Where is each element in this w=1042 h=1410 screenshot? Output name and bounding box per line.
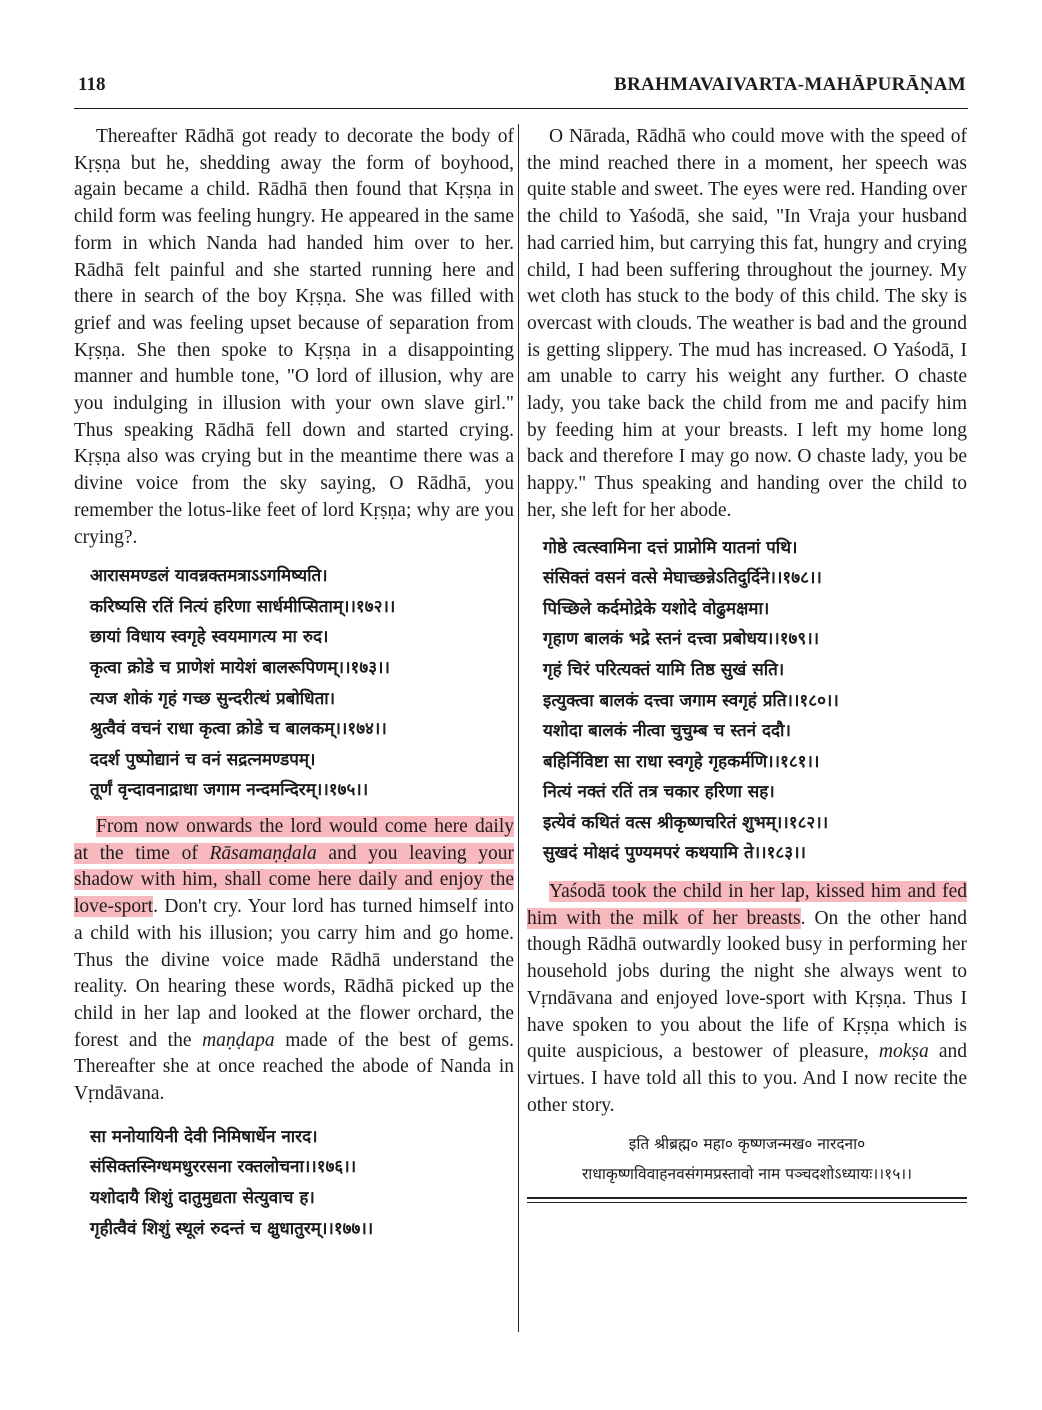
sanskrit-verse-line: कृत्वा क्रोडे च प्राणेशं मायेशं बालरूपिणम्।।१७३।। <box>90 658 390 679</box>
sanskrit-verse-line: इत्युक्त्वा बालकं दत्त्वा जगाम स्वगृहं प्रति।।१८०।। <box>543 690 839 711</box>
page-number: 118 <box>78 74 106 95</box>
sanskrit-verse-line: गृहाण बालकं भद्रे स्तनं दत्त्वा प्रबोधय।।१७९।। <box>543 629 820 650</box>
sanskrit-verse-line: यशोदा बालकं नीत्वा चुचुम्ब च स्तनं ददौ। <box>543 721 791 742</box>
left-paragraph-1: Thereafter Rādhā got ready to decorate the body of Kṛṣṇa but he, shedding away the form of boyhood, again became a child. Rādhā then found that Kṛṣṇa in child form was feeling hungry. He appeared in the same form in which Nanda had handed him over to her. Rādhā felt painful and she started running here and there in search of the boy Kṛṣṇa. She was filled with grief and was feeling upset because of separation from Kṛṣṇa. She then spoke to Kṛṣṇa in a disappointing manner and humble tone, "O lord of illusion, why are you indulging in illusion with your own slave girl." Thus speaking Rādhā fell down and started crying. Kṛṣṇa also was crying but in the meantime there was a divine voice from the sky saying, O Rādhā, you remember the lotus-like feet of lord Kṛṣṇa; why are you crying?. <box>74 126 514 548</box>
chapter-end-rule <box>527 1197 967 1199</box>
colophon-line: इति श्रीब्रह्म० महा० कृष्णजन्मख० नारदना० <box>628 1135 866 1154</box>
chapter-colophon <box>527 1129 967 1189</box>
left-verse-block-2 <box>74 1122 514 1244</box>
running-head: BRAHMAVAIVARTA-MAHĀPURĀṆAM <box>614 74 966 95</box>
column-divider <box>518 124 519 1332</box>
sanskrit-verse-line: छायां विधाय स्वगृहे स्वयमागत्य मा रुद। <box>90 627 329 648</box>
sanskrit-verse-line: सुखदं मोक्षदं पुण्यमपरं कथयामि ते।।१८३।। <box>543 843 806 864</box>
sanskrit-verse-line: सा मनोयायिनी देवी निमिषार्धेन नारद। <box>90 1126 318 1147</box>
sanskrit-verse-line: संसिक्तस्निग्धमधुररसना रक्तलोचना।।१७६।। <box>90 1157 357 1178</box>
sanskrit-verse-line: गोष्ठे त्वत्स्वामिना दत्तं प्राप्नोमि यातनां पथि। <box>543 537 798 558</box>
left-paragraph-2: From now onwards the lord would come here daily at the time of Rāsamaṇḍala and you leaving your shadow with him, shall come here daily and enjoy the love-sport. Don't cry. Your lord has turned himself into a child with his illusion; you carry him and go home. Thus the divine voice made Rādhā understand the reality. On hearing these words, Rādhā picked up the child in her lap and looked at the flower orchard, the forest and the maṇḍapa made of the best of gems. Thereafter she at once reached the abode of Nanda in Vṛndāvana. <box>74 816 514 1105</box>
sanskrit-verse-line: इत्येवं कथितं वत्स श्रीकृष्णचरितं शुभम्।।१८२।। <box>543 812 829 833</box>
sanskrit-verse-line: श्रुत्वैवं वचनं राधा कृत्वा क्रोडे च बालकम्।।१७४।। <box>90 719 387 740</box>
sanskrit-verse-line: पिच्छिले कर्दमोद्रेके यशोदे वोढुमक्षमा। <box>543 598 770 619</box>
sanskrit-verse-line: गृहं चिरं परित्यक्तं यामि तिष्ठ सुखं सति। <box>543 659 785 680</box>
sanskrit-verse-line: तूर्णं वृन्दावनाद्राधा जगाम नन्दमन्दिरम्।।१७५।। <box>90 780 369 801</box>
sanskrit-verse-line: ददर्श पुष्पोद्यानं च वनं सद्रत्नमण्डपम्। <box>90 749 316 770</box>
left-verse-block-1 <box>74 561 514 806</box>
header-rule <box>74 108 968 109</box>
highlighted-text: Yaśodā took the child in her lap, kissed him and fed him with the milk of her breasts <box>527 881 967 929</box>
sanskrit-verse-line: गृहीत्वैवं शिशुं स्थूलं रुदन्तं च क्षुधातुरम्।।१७७।। <box>90 1218 374 1239</box>
highlighted-text: From now onwards the lord would come here daily at the time of Rāsamaṇḍala and you leaving your shadow with him, shall come here daily and enjoy the love-sport <box>74 816 514 918</box>
sanskrit-verse-line: संसिक्तं वसनं वत्से मेघाच्छन्नेऽतिदुर्दिने।।१७८।। <box>543 568 822 589</box>
right-column <box>527 124 967 1203</box>
sanskrit-verse-line: बहिर्निविष्टा सा राधा स्वगृहे गृहकर्मणि।।१८१।। <box>543 751 820 772</box>
sanskrit-verse-line: आरासमण्डलं यावन्नक्तमत्राऽऽगमिष्यति। <box>90 566 328 587</box>
sanskrit-verse-line: यशोदायै शिशुं दातुमुद्यता सेत्युवाच ह। <box>90 1187 315 1208</box>
sanskrit-verse-line: करिष्यसि रतिं नित्यं हरिणा सार्धमीप्सिताम्।।१७२।। <box>90 596 396 617</box>
right-paragraph-1: O Nārada, Rādhā who could move with the speed of the mind reached there in a moment, her speech was quite stable and sweet. The eyes were red. Handing over the child to Yaśodā, she said, "In Vraja your husband had carried him, but carrying this fat, hungry and crying child, I had been suffering throughout the journey. My wet cloth has stuck to the body of this child. The sky is overcast with clouds. The weather is bad and the ground is getting slippery. The mud has increased. O Yaśodā, I am unable to carry his weight any further. O chaste lady, you take back the child from me and pacify him by feeding him at your breasts. I left my home long back and therefore I may go now. O chaste lady, you be happy." Thus speaking and handing over the child to her, she left for her abode. <box>527 126 967 521</box>
colophon-line: राधाकृष्णविवाहनवसंगमप्रस्तावो नाम पञ्चदशोऽध्यायः।।१५।। <box>581 1165 913 1184</box>
sanskrit-verse-line: नित्यं नक्तं रतिं तत्र चकार हरिणा सह। <box>543 782 775 803</box>
right-paragraph-2: Yaśodā took the child in her lap, kissed him and fed him with the milk of her breasts. On the other hand though Rādhā outwardly looked busy in performing her household jobs during the night she always went to Vṛndāvana and enjoyed love-sport with Kṛṣṇa. Thus I have spoken to you about the life of Kṛṣṇa which is quite auspicious, a bestower of pleasure, mokṣa and virtues. I have told all this to you. And I now recite the other story. <box>527 881 968 1116</box>
right-verse-block <box>527 533 967 870</box>
left-column <box>74 124 514 1244</box>
sanskrit-verse-line: त्यज शोकं गृहं गच्छ सुन्दरीत्थं प्रबोधिता। <box>90 688 336 709</box>
chapter-end-rule <box>527 1202 967 1203</box>
